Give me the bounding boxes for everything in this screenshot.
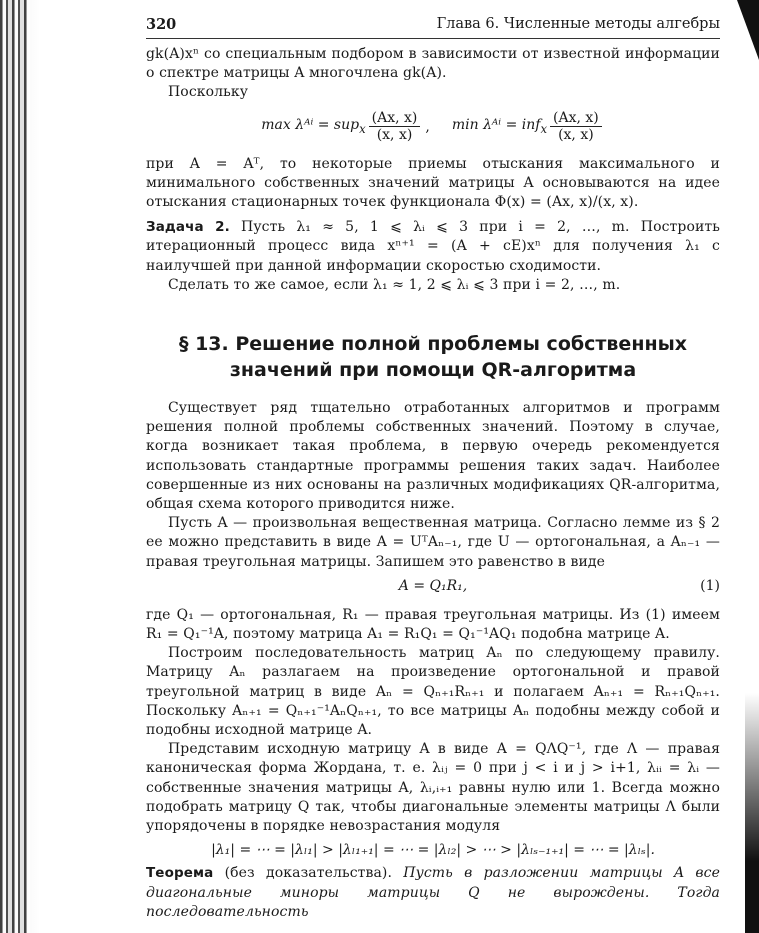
theorem-text: Пусть в разложении матрицы A все диагональные миноры матрицы Q не вырождены. Тогда последовательность xyxy=(146,865,720,920)
fraction-numerator-2: (Ax, x) xyxy=(550,110,602,127)
running-header xyxy=(146,14,720,39)
section-title: § 13. Решение полной проблемы собственных значений при помощи QR-алгоритма xyxy=(178,333,688,382)
formula-min-sub: x xyxy=(540,122,548,136)
fraction-denominator-2: (x, x) xyxy=(558,127,594,144)
task-2-continued: Сделать то же самое, если λ₁ ≈ 1, 2 ⩽ λᵢ ⩽ 3 при i = 2, …, m. xyxy=(168,276,621,293)
chapter-title: Глава 6. Численные методы алгебры xyxy=(436,16,720,32)
page-body xyxy=(146,45,720,922)
paragraph-5: Пусть A — произвольная вещественная матрица. Согласно лемме из § 2 ее можно представить в виде A = UᵀAₙ₋₁, где U — ортогональная, а Aₙ₋₁ — правая треугольная матрицы. Запишем это равенство в виде xyxy=(146,515,720,570)
task-2 xyxy=(146,218,720,276)
paragraph-8: Представим исходную матрицу A в виде A = QΛQ⁻¹, где Λ — правая каноническая форма Жордана, т. е. λᵢⱼ = 0 при j < i и j > i+1, λᵢᵢ = λᵢ — собственные значения матрицы A, λᵢ,ᵢ₊₁ равны нулю или 1. Всегда можно подобрать матрицу Q так, чтобы диагональные элементы матрицы Λ были упорядочены в порядке невозрастания модуля xyxy=(146,741,720,835)
theorem-paren: (без доказательства). xyxy=(213,865,404,882)
formula-min-text: min λᴬⁱ = inf xyxy=(451,117,541,134)
theorem-label: Теорема xyxy=(146,865,214,882)
equation-2: |λ₁| = ⋯ = |λₗ₁| > |λₗ₁₊₁| = ⋯ = |λₗ₂| > ⋯ > |λₗₛ₋₁₊₁| = ⋯ = |λₗₛ|. xyxy=(211,842,655,859)
scan-corner-shadow-bottom xyxy=(745,693,759,933)
formula-min-label xyxy=(452,117,547,136)
task-text: Пусть λ₁ ≈ 5, 1 ⩽ λᵢ ⩽ 3 при i = 2, …, m. Построить итерационный процесс вида xⁿ⁺¹ = (A + cE)xⁿ для получения λ₁ с наилучшей при данной информации скоростью сходимости. xyxy=(146,219,720,274)
formula-max-text: max λᴬⁱ = sup xyxy=(261,117,360,134)
paragraph-4: Существует ряд тщательно отработанных алгоритмов и программ решения полной проблемы собственных значений. Поэтому в случае, когда возникает такая проблема, в первую очередь рекомендуется использовать стандартные программы решения таких задач. Наиболее совершенные из них основаны на различных модификациях QR-алгоритма, общая схема которого приводится ниже. xyxy=(146,400,720,513)
equation-1 xyxy=(146,578,720,600)
book-spine-shadow xyxy=(0,0,30,933)
formula-max-label xyxy=(261,117,365,136)
fraction-denominator-1: (x, x) xyxy=(376,127,413,144)
paragraph-2: Поскольку xyxy=(168,84,249,101)
page-number: 320 xyxy=(146,16,177,33)
paragraph-6: где Q₁ — ортогональная, R₁ — правая треугольная матрицы. Из (1) имеем R₁ = Q₁⁻¹A, поэтому матрица A₁ = R₁Q₁ = Q₁⁻¹AQ₁ подобна матрице A. xyxy=(146,606,720,643)
scan-corner-shadow-top xyxy=(737,0,759,60)
formula-fraction-1 xyxy=(369,110,421,143)
theorem xyxy=(146,864,720,922)
formula-max-sub: x xyxy=(359,122,366,136)
fraction-numerator-1: (Ax, x) xyxy=(369,110,421,127)
task-label: Задача 2. xyxy=(146,219,230,236)
paragraph-7: Построим последовательность матриц Aₙ по следующему правилу. Матрицу Aₙ разлагаем на произведение ортогональной и правой треугольной матриц в виде Aₙ = Qₙ₊₁Rₙ₊₁ и полагаем Aₙ₊₁ = Rₙ₊₁Qₙ₊₁. Поскольку Aₙ₊₁ = Qₙ₊₁⁻¹AₙQₙ₊₁, то все матрицы Aₙ подобны между собой и подобны исходной матрице A. xyxy=(146,645,720,739)
equation-1-number: (1) xyxy=(700,577,720,594)
formula-fraction-2 xyxy=(550,110,602,143)
equation-1-text: A = Q₁R₁, xyxy=(398,577,468,594)
paragraph-1: gk(A)xⁿ со специальным подбором в зависимости от известной информации о спектре матрицы A многочлена gk(A). xyxy=(146,46,720,82)
formula-max-min: max λᴬⁱ = sup$_x$ $\frac{(Ax, x)}{(x, x)}$ , min λᴬⁱ = inf$_x$ $\frac{(Ax, x)}{(x, x)}$ xyxy=(146,107,720,147)
paragraph-3: при A = Aᵀ, то некоторые приемы отыскания максимального и минимального собственных значений матрицы A основываются на идее отыскания стационарных точек функционала Φ(x) = (Ax, x)/(x, x). xyxy=(146,155,720,211)
